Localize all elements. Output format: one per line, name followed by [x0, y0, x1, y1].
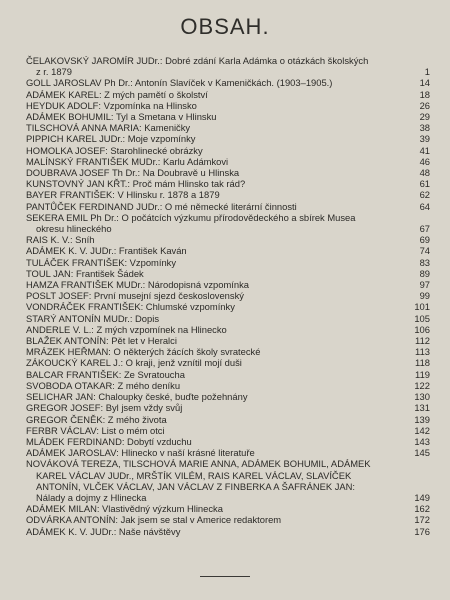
toc-page-number: 89: [419, 267, 430, 279]
toc-entry: [26, 514, 430, 525]
toc-entry-title: PIPPICH KAREL JUDr.: Moje vzpomínky: [26, 133, 196, 145]
toc-page-number: 14: [419, 77, 430, 89]
toc-entry: [26, 301, 430, 312]
toc-entry-text: [26, 324, 406, 335]
toc-entry-text: [26, 122, 406, 133]
decorative-rule: [200, 576, 250, 577]
toc-entry: [26, 100, 430, 111]
toc-entry-title: ZÁKOUCKÝ KAREL J.: O kraji, jenž vznítil mojí duši: [26, 357, 242, 369]
toc-entry-title: SVOBODA OTAKAR: Z mého deníku: [26, 379, 181, 391]
toc-entry-text: [26, 380, 406, 391]
table-of-contents: [26, 55, 430, 537]
toc-entry-text: [26, 335, 406, 346]
toc-entry-title: GREGOR ČENĚK: Z mého života: [26, 413, 167, 425]
toc-page-number: 67: [419, 223, 430, 235]
toc-entry: [26, 133, 430, 144]
toc-entry: [26, 201, 430, 212]
toc-entry: [26, 447, 430, 458]
toc-entry: [26, 324, 430, 335]
toc-entry-title: ADÁMEK BOHUMIL: Tyl a Smetana v Hlinsku: [26, 111, 217, 123]
toc-entry: [26, 369, 430, 380]
toc-page-number: 101: [414, 301, 430, 313]
toc-page-number: 112: [415, 335, 430, 347]
toc-entry-continuation: Nálady a dojmy z Hlinecka: [36, 491, 147, 503]
toc-entry: [26, 391, 430, 402]
toc-page-number: 41: [419, 144, 430, 156]
toc-entry-text: [26, 313, 406, 324]
toc-entry: [26, 268, 430, 279]
toc-entry-text: [26, 167, 406, 178]
page-title: OBSAH.: [180, 14, 270, 39]
toc-page-number: 61: [419, 178, 430, 190]
toc-entry-title: ADÁMEK KAREL: Z mých pamětí o školství: [26, 88, 208, 100]
toc-entry-title: VONDRÁČEK FRANTIŠEK: Chlumské vzpomínky: [26, 301, 235, 313]
toc-entry: [26, 436, 430, 447]
toc-entry-title: BLAŽEK ANTONÍN: Pět let v Heralci: [26, 335, 177, 347]
toc-entry: [26, 313, 430, 324]
toc-page-number: 46: [419, 155, 430, 167]
toc-entry-title: ADÁMEK JAROSLAV: Hlinecko v naší krásné literatuře: [26, 447, 255, 459]
toc-page-number: 122: [414, 379, 430, 391]
toc-entry-title: PANTŮČEK FERDINAND JUDr.: O mé německé literární činnosti: [26, 200, 297, 212]
toc-page-number: 62: [419, 189, 430, 201]
toc-entry-text: [26, 447, 406, 458]
toc-entry-title: SEKERA EMIL Ph Dr.: O počátcích výzkumu přírodovědeckého a sbírek Musea: [26, 211, 356, 223]
toc-entry-title: FERBR VÁCLAV: List o mém otci: [26, 424, 165, 436]
toc-entry-title: GOLL JAROSLAV Ph Dr.: Antonín Slavíček v Kameničkách. (1903–1905.): [26, 77, 333, 89]
toc-page-number: 162: [414, 503, 430, 515]
toc-entry-title: NOVÁKOVÁ TEREZA, TILSCHOVÁ MARIE ANNA, ADÁMEK BOHUMIL, ADÁMEK: [26, 458, 371, 470]
toc-page-number: 143: [414, 435, 430, 447]
toc-entry-text: [26, 526, 406, 537]
toc-entry-text: [26, 402, 406, 413]
toc-entry-text: [26, 346, 406, 357]
toc-entry-title: ANDERLE V. L.: Z mých vzpomínek na Hlinecko: [26, 323, 227, 335]
toc-entry: [26, 458, 430, 503]
toc-entry-title: SELICHAR JAN: Chaloupky české, buďte požehnány: [26, 391, 248, 403]
toc-entry: [26, 77, 430, 88]
toc-entry-text: [26, 77, 406, 88]
toc-entry-text: [26, 357, 406, 368]
toc-entry: [26, 402, 430, 413]
toc-entry-text: [26, 55, 406, 77]
toc-entry: [26, 145, 430, 156]
toc-entry-title: HAMZA FRANTIŠEK MUDr.: Národopisná vzpomínka: [26, 279, 249, 291]
toc-page-number: 131: [414, 402, 430, 414]
toc-entry-text: [26, 514, 406, 525]
toc-page-number: 145: [414, 447, 430, 459]
toc-entry-text: [26, 290, 406, 301]
toc-entry-title: ODVÁRKA ANTONÍN: Jak jsem se stal v Americe redaktorem: [26, 514, 282, 526]
toc-entry-title: ADÁMEK K. V. JUDr.: František Kaván: [26, 245, 187, 257]
toc-entry: [26, 526, 430, 537]
toc-page-number: 176: [414, 525, 430, 537]
toc-page-number: 106: [414, 323, 430, 335]
toc-entry: [26, 111, 430, 122]
toc-entry-title: ADÁMEK K. V. JUDr.: Naše návštěvy: [26, 525, 181, 537]
toc-entry-text: [26, 301, 406, 312]
toc-entry-title: HOMOLKA JOSEF: Starohlinecké obrázky: [26, 144, 203, 156]
toc-entry: [26, 414, 430, 425]
toc-entry-text: [26, 414, 406, 425]
toc-entry: [26, 167, 430, 178]
toc-entry: [26, 425, 430, 436]
toc-entry-continuation: KAREL VÁCLAV JUDr., MRŠTÍK VILÉM, RAIS KAREL VÁCLAV, SLAVÍČEK: [36, 469, 352, 481]
toc-entry-text: [26, 178, 406, 189]
toc-page-number: 74: [419, 245, 430, 257]
toc-entry-text: [26, 212, 406, 234]
toc-entry: [26, 122, 430, 133]
toc-entry-text: [26, 201, 406, 212]
toc-page-number: 39: [419, 133, 430, 145]
toc-entry: [26, 380, 430, 391]
toc-entry-text: [26, 279, 406, 290]
toc-page-number: 99: [419, 290, 430, 302]
toc-page-number: 18: [419, 88, 430, 100]
toc-entry: [26, 357, 430, 368]
toc-entry-title: KUNSTOVNÝ JAN KŘT.: Proč mám Hlinsko tak rád?: [26, 178, 246, 190]
toc-entry-text: [26, 89, 406, 100]
toc-entry: [26, 234, 430, 245]
toc-entry-title: BALCAR FRANTIŠEK: Ze Svratoucha: [26, 368, 185, 380]
toc-entry-text: [26, 369, 406, 380]
toc-entry-text: [26, 145, 406, 156]
toc-page-number: 97: [419, 279, 430, 291]
toc-page-number: 113: [415, 346, 430, 358]
toc-entry: [26, 290, 430, 301]
toc-page-number: 29: [419, 111, 430, 123]
toc-entry-text: [26, 503, 406, 514]
toc-page-number: 26: [419, 99, 430, 111]
toc-page-number: 64: [419, 200, 430, 212]
toc-entry: [26, 335, 430, 346]
toc-page-number: 139: [414, 413, 430, 425]
toc-entry: [26, 89, 430, 100]
toc-entry: [26, 178, 430, 189]
toc-entry-text: [26, 234, 406, 245]
toc-entry-text: [26, 391, 406, 402]
toc-entry-title: ADÁMEK MILAN: Vlastivědný výzkum Hlinecka: [26, 503, 223, 515]
toc-page-number: 48: [419, 167, 430, 179]
toc-page-number: 1: [424, 66, 430, 78]
toc-entry-text: [26, 268, 406, 279]
toc-page-number: 172: [414, 514, 430, 526]
toc-page-number: 142: [414, 424, 430, 436]
toc-entry-text: [26, 111, 406, 122]
toc-entry-title: RAIS K. V.: Sníh: [26, 234, 95, 246]
toc-entry-text: [26, 458, 406, 503]
toc-entry-title: MRÁZEK HEŘMAN: O některých žácích školy svratecké: [26, 346, 261, 358]
toc-entry-title: MALÍNSKÝ FRANTIŠEK MUDr.: Karlu Adámkovi: [26, 155, 229, 167]
toc-entry-text: [26, 245, 406, 256]
toc-page-number: 130: [414, 391, 430, 403]
toc-page-number: 38: [419, 122, 430, 134]
toc-entry-title: TULÁČEK FRANTIŠEK: Vzpomínky: [26, 256, 177, 268]
toc-entry: [26, 156, 430, 167]
toc-entry: [26, 257, 430, 268]
toc-entry: [26, 503, 430, 514]
toc-entry-continuation: ANTONÍN, VLČEK VÁCLAV, JAN VÁCLAV Z FINBERKA A ŠAFRÁNEK JAN:: [36, 480, 356, 492]
toc-entry-text: [26, 100, 406, 111]
toc-entry: [26, 55, 430, 77]
toc-entry-continuation: z r. 1879: [36, 66, 72, 78]
toc-entry-text: [26, 425, 406, 436]
toc-entry: [26, 279, 430, 290]
toc-entry-text: [26, 436, 406, 447]
toc-page-number: 119: [415, 368, 430, 380]
toc-entry-title: STARÝ ANTONÍN MUDr.: Dopis: [26, 312, 160, 324]
toc-entry-title: TILSCHOVÁ ANNA MARIA: Kameničky: [26, 122, 191, 134]
toc-page-number: 69: [419, 234, 430, 246]
toc-entry-title: DOUBRAVA JOSEF Th Dr.: Na Doubravě u Hlinska: [26, 167, 240, 179]
toc-page-number: 83: [419, 256, 430, 268]
toc-page-number: 105: [414, 312, 430, 324]
toc-entry-continuation: okresu hlineckého: [36, 223, 112, 235]
toc-entry-text: [26, 156, 406, 167]
toc-entry: [26, 346, 430, 357]
toc-entry-title: MLÁDEK FERDINAND: Dobytí vzduchu: [26, 435, 192, 447]
toc-entry-title: HEYDUK ADOLF: Vzpomínka na Hlinsko: [26, 99, 197, 111]
toc-entry: [26, 212, 430, 234]
toc-page-number: 118: [415, 357, 430, 369]
toc-entry-title: TOUL JAN: František Šádek: [26, 267, 144, 279]
toc-entry-title: ČELAKOVSKÝ JAROMÍR JUDr.: Dobré zdání Karla Adámka o otázkách školských: [26, 55, 369, 66]
toc-entry: [26, 245, 430, 256]
toc-entry-text: [26, 189, 406, 200]
toc-entry-title: GREGOR JOSEF: Byl jsem vždy svůj: [26, 402, 183, 414]
toc-entry-text: [26, 257, 406, 268]
toc-entry-title: BAYER FRANTIŠEK: V Hlinsku r. 1878 a 1879: [26, 189, 220, 201]
toc-entry-text: [26, 133, 406, 144]
toc-entry: [26, 189, 430, 200]
toc-page-number: 149: [414, 491, 430, 503]
toc-entry-title: POSLT JOSEF: První musejní sjezd československý: [26, 290, 244, 302]
